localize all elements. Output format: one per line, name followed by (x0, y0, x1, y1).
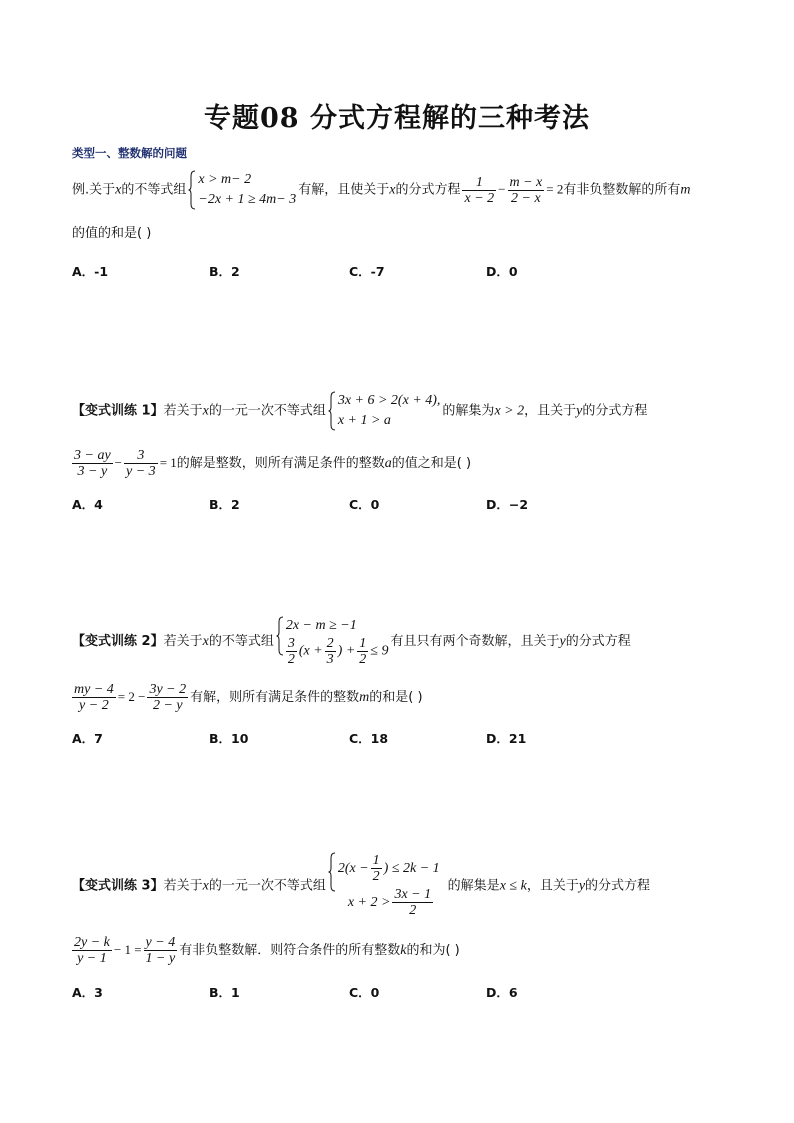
page-title: 专题08 分式方程解的三种考法 (204, 103, 590, 134)
q0-text: 有非负整数解的所有 (563, 182, 681, 198)
section-heading: 类型一、整数解的问题 (72, 146, 187, 160)
q0-text: 的不等式组 (121, 182, 187, 198)
option-d[interactable]: D．21 (486, 731, 527, 746)
inequality-1: 2x − m ≥ −1 (285, 618, 357, 633)
option-b[interactable]: B．10 (209, 731, 249, 746)
var-k: k (400, 943, 407, 958)
inequality-2: x + 1 > a (337, 413, 391, 428)
equals: = 1 (159, 455, 177, 470)
var-m: m (359, 690, 370, 705)
option-d[interactable]: D．6 (486, 985, 518, 1000)
option-b[interactable]: B．2 (209, 264, 240, 279)
inequality-system (328, 852, 440, 920)
var-x: x (202, 878, 209, 894)
fraction: $\frac{3}{y - 3}$ (126, 448, 156, 479)
brace-icon (328, 391, 336, 431)
inequality-1: 2(x − $\frac{1}{2}$ ) ≤ 2k − 1 (337, 853, 440, 885)
fraction: $\frac{3 - ay}{3 - y}$ (74, 448, 111, 479)
option-c[interactable]: C．0 (349, 985, 380, 1000)
question-0-line-2: 的值的和是( ) (72, 226, 152, 241)
option-a[interactable]: A．-1 (72, 264, 109, 279)
option-b[interactable]: B．2 (209, 497, 240, 512)
option-d[interactable]: D．−2 (486, 497, 529, 512)
fraction: $\frac{1}{x - 2}$ (464, 174, 495, 206)
inequality-1: 3x + 6 > 2(x + 4), (337, 393, 441, 408)
var-x: x (389, 182, 396, 198)
option-a[interactable]: A．3 (72, 985, 103, 1000)
question-tag: 【变式训练 1】 (72, 403, 164, 419)
var-x: x (202, 403, 209, 419)
q0-text: 的分式方程 (395, 182, 461, 198)
question-3-line-1: 【变式训练 3】若关于x的一元一次不等式组 2(x − $\frac{1}{2}$ ) ≤ 2k − 1 x + 2 > $\frac{3x - 1}{2}$ 的解集是x ≤ k，且关于y的分式方程 (72, 853, 651, 919)
equals: = 2 (546, 181, 564, 197)
fraction: $\frac{my - 4}{y - 2}$ (74, 682, 114, 713)
inequality-system (188, 170, 296, 210)
option-a[interactable]: A．4 (72, 497, 103, 512)
var-x: x (115, 182, 122, 198)
option-c[interactable]: C．-7 (349, 264, 385, 279)
q0-text: 有解，且使关于 (298, 182, 390, 198)
var-m: m (680, 182, 691, 198)
var-a: a (384, 456, 392, 471)
question-3-line-2: $\frac{2y - k}{y - 1}$ − 1 = $\frac{y - 4}{1 - y}$ 有非负整数解．则符合条件的所有整数k的和为( ) (74, 935, 460, 966)
brace-icon (188, 170, 196, 210)
option-b[interactable]: B．1 (209, 985, 240, 1000)
question-tag: 【变式训练 2】 (72, 634, 164, 649)
option-d[interactable]: D．0 (486, 264, 518, 279)
inequality-2: x + 2 > $\frac{3x - 1}{2}$ (347, 887, 432, 919)
fraction: $\frac{m - x}{2 - x}$ (509, 174, 543, 206)
fraction: $\frac{3y - 2}{2 - y}$ (149, 682, 187, 713)
var-y: y (576, 403, 583, 419)
var-y: y (578, 878, 586, 894)
option-a[interactable]: A．7 (72, 731, 103, 746)
option-c[interactable]: C．18 (349, 731, 389, 746)
inequality-2: $\frac{3}{2}$ (x + $\frac{2}{3}$ ) + $\frac{1}{2}$ ≤ 9 (287, 636, 389, 667)
inequality-system (328, 391, 441, 431)
question-0-line-1: 例.关于x的不等式组 x > m− 2 −2x + 1 ≥ 4m− 3 有解，且使关于x的分式方程 $\frac{1}{x - 2}$ − $\frac{m - x}{2 - x}$ = 2有非负整数解的所有m (72, 170, 691, 210)
question-1-line-1: 【变式训练 1】若关于x的一元一次不等式组 3x + 6 > 2(x + 4), x + 1 > a 的解集为x > 2，且关于y的分式方程 (72, 391, 647, 431)
fraction: $\frac{y - 4}{1 - y}$ (145, 935, 176, 966)
solution-set: x > 2 (494, 403, 525, 419)
inequality-1: x > m− 2 (198, 172, 252, 187)
inequality-2: −2x + 1 ≥ 4m− 3 (198, 192, 297, 207)
brace-icon (328, 852, 336, 892)
question-tag: 【变式训练 3】 (72, 878, 164, 894)
option-c[interactable]: C．0 (349, 497, 380, 512)
var-x: x (202, 634, 209, 649)
inequality-system (276, 616, 389, 667)
question-2-line-1: 【变式训练 2】若关于x的不等式组 2x − m ≥ −1 $\frac{3}{2}$ (x + $\frac{2}{3}$ ) + $\frac{1}{2}$ ≤ 9 有且只有两个奇数解，且关于y的分式方程 (72, 618, 631, 667)
question-2-line-2: $\frac{my - 4}{y - 2}$ = 2 − $\frac{3y - 2}{2 - y}$ 有解，则所有满足条件的整数m的和是( ) (74, 682, 423, 713)
fraction: $\frac{2y - k}{y - 1}$ (74, 935, 110, 966)
question-1-line-2: $\frac{3 - ay}{3 - y}$ − $\frac{3}{y - 3}$ = 1的解是整数，则所有满足条件的整数a的值之和是( ) (74, 448, 472, 479)
var-y: y (559, 634, 566, 649)
brace-icon (276, 616, 284, 656)
q0-lead: 例.关于 (72, 182, 116, 198)
solution-set: x ≤ k (499, 878, 527, 894)
